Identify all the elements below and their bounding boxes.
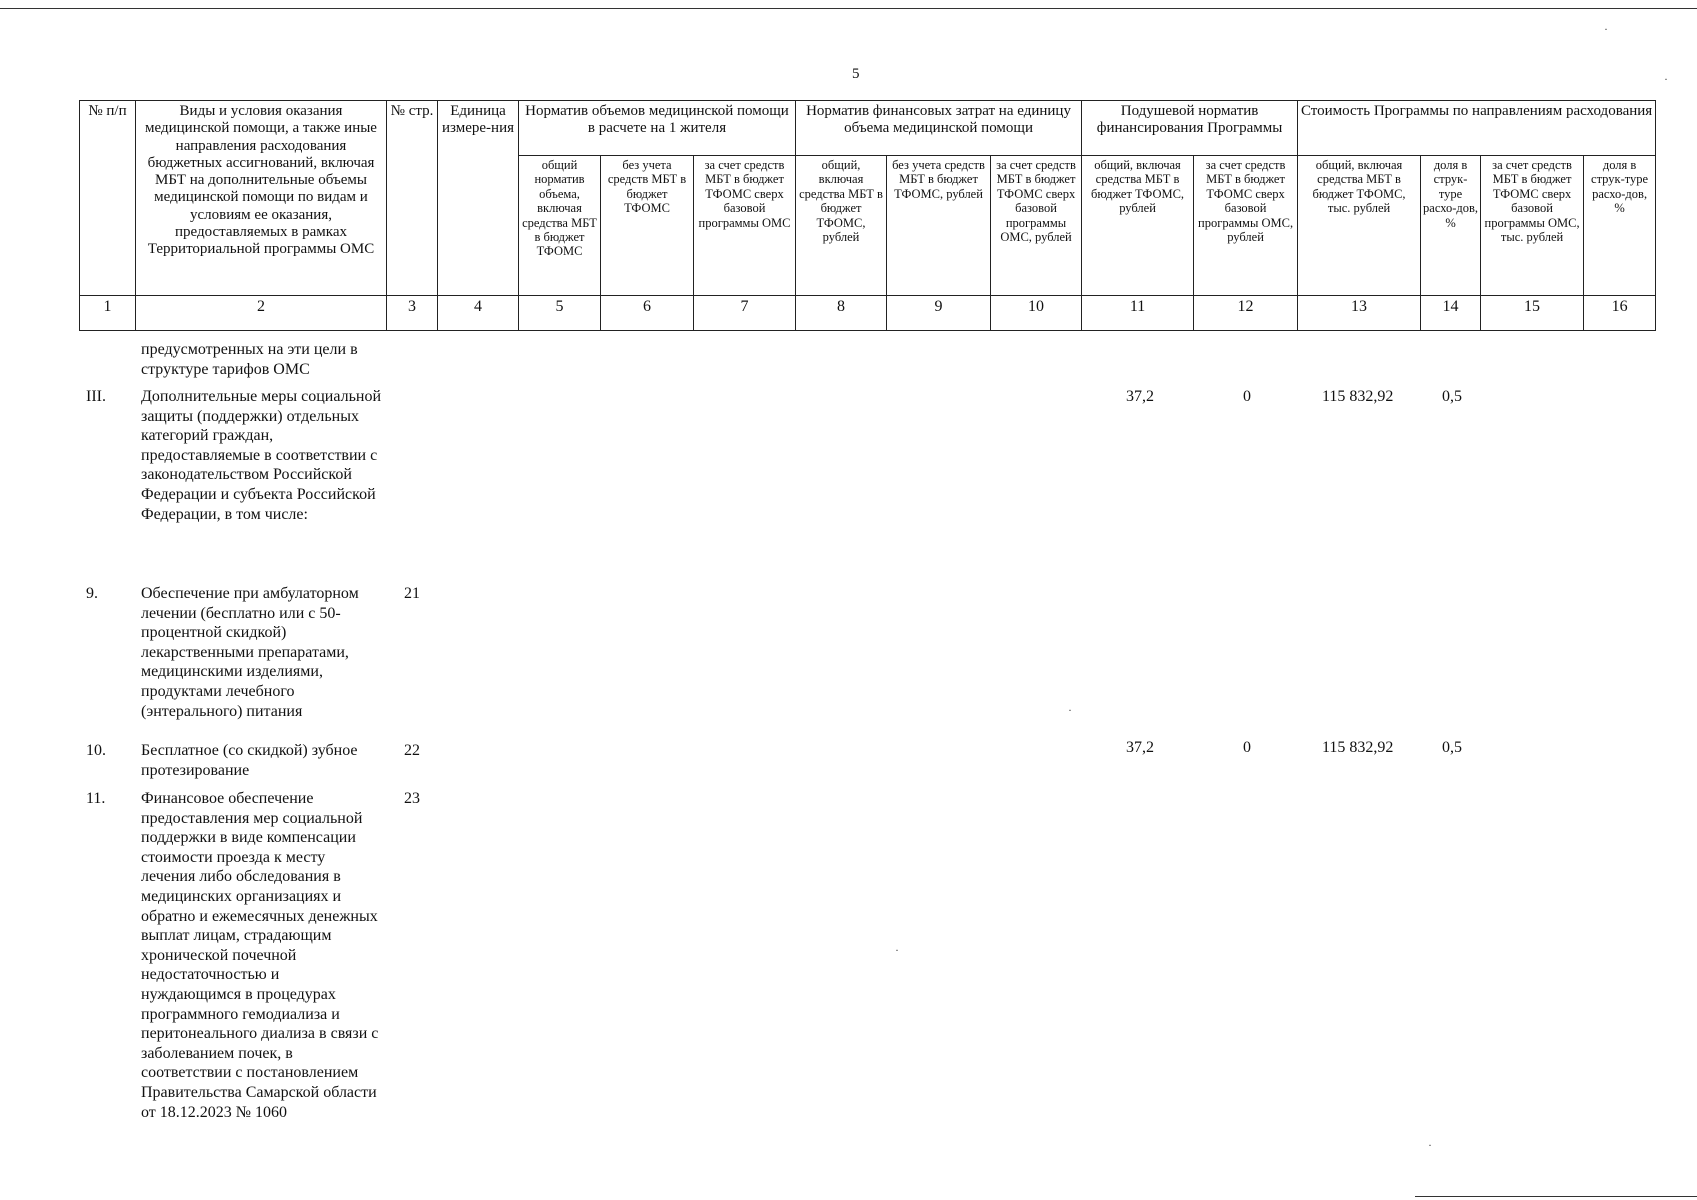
- subheader-7: за счет средств МБТ в бюджет ТФОМС сверх базовой программы ОМС: [694, 156, 796, 296]
- col-number: 3: [387, 296, 438, 331]
- col-number: 7: [694, 296, 796, 331]
- group-header-volume: Норматив объемов медицинской помощи в расчете на 1 жителя: [519, 101, 796, 156]
- col-number: 13: [1298, 296, 1421, 331]
- row-name: Обеспечение при амбулаторном лечении (бесплатно или с 50-процентной скидкой) лекарственными препаратами, медицинскими изделиями, продуктами лечебного (энтерального) питания: [141, 585, 359, 720]
- col-header-number: № п/п: [80, 101, 136, 296]
- col-number: 9: [887, 296, 991, 331]
- col-header-page: № стр.: [387, 101, 438, 296]
- subheader-8: общий, включая средства МБТ в бюджет ТФОМС, рублей: [796, 156, 887, 296]
- row-name: Финансовое обеспечение предоставления мер социальной поддержки в виде компенсации стоимости проезда к месту лечения либо обследования в медицинских организациях и обратно и ежемесячных денежных выплат лицам, страдающим хронической почечной недостаточностью и нуждающимся в процедурах программного гемодиализа и перитонеального диализа в связи с заболеванием почек, в соответствии с постановлением Правительства Самарской области от 18.12.2023 № 1060: [141, 790, 379, 1121]
- subheader-11: общий, включая средства МБТ в бюджет ТФОМС, рублей: [1082, 156, 1194, 296]
- subheader-13: общий, включая средства МБТ в бюджет ТФОМС, тыс. рублей: [1298, 156, 1421, 296]
- group-header-cost: Норматив финансовых затрат на единицу объема медицинской помощи: [796, 101, 1082, 156]
- row-number: III.: [86, 388, 106, 405]
- col-number: 2: [136, 296, 387, 331]
- col-number: 1: [80, 296, 136, 331]
- group-header-per-capita: Подушевой норматив финансирования Программы: [1082, 101, 1298, 156]
- subheader-6: без учета средств МБТ в бюджет ТФОМС: [601, 156, 694, 296]
- row-page: 22: [404, 742, 420, 759]
- scan-mark: ·: [1068, 703, 1072, 717]
- top-border-line: [0, 8, 1697, 9]
- row-page: 21: [404, 585, 420, 602]
- row-number: 11.: [86, 790, 106, 807]
- col-number: 15: [1481, 296, 1584, 331]
- subheader-12: за счет средств МБТ в бюджет ТФОМС сверх базовой программы ОМС, рублей: [1194, 156, 1298, 296]
- row-number: 9.: [86, 585, 98, 602]
- row-number: 10.: [86, 742, 106, 759]
- scan-mark: ·: [1428, 1138, 1432, 1152]
- row-share: 0,5: [1442, 388, 1462, 405]
- col-number: 12: [1194, 296, 1298, 331]
- row-name: Бесплатное (со скидкой) зубное протезирование: [141, 742, 358, 779]
- row-cost-total: 115 832,92: [1322, 739, 1394, 756]
- subheader-9: без учета средств МБТ в бюджет ТФОМС, рублей: [887, 156, 991, 296]
- scan-mark: ·: [1604, 22, 1608, 36]
- col-number: 8: [796, 296, 887, 331]
- bottom-border-line: [1415, 1196, 1697, 1197]
- col-number: 11: [1082, 296, 1194, 331]
- subheader-16: доля в струк-туре расхо-дов, %: [1584, 156, 1656, 296]
- subheader-5: общий норматив объема, включая средства МБТ в бюджет ТФОМС: [519, 156, 601, 296]
- page-number: 5: [852, 66, 860, 82]
- subheader-14: доля в струк-туре расхо-дов, %: [1421, 156, 1481, 296]
- row-share: 0,5: [1442, 739, 1462, 756]
- col-number: 10: [991, 296, 1082, 331]
- col-number: 16: [1584, 296, 1656, 331]
- col-number: 4: [438, 296, 519, 331]
- row-page: 23: [404, 790, 420, 807]
- col-header-unit: Единица измере-ния: [438, 101, 519, 296]
- col-header-kinds: Виды и условия оказания медицинской помощи, а также иные направления расходования бюджетных ассигнований, включая МБТ на дополнительные объемы медицинской помощи по видам и условиям ее оказания, предоставляемых в рамках Территориальной программы ОМС: [136, 101, 387, 296]
- subheader-15: за счет средств МБТ в бюджет ТФОМС сверх базовой программы ОМС, тыс. рублей: [1481, 156, 1584, 296]
- row-name: предусмотренных на эти цели в структуре тарифов ОМС: [141, 341, 358, 378]
- header-table: [79, 100, 1656, 331]
- scan-mark: ·: [1664, 72, 1668, 86]
- subheader-10: за счет средств МБТ в бюджет ТФОМС сверх базовой программы ОМС, рублей: [991, 156, 1082, 296]
- col-number: 14: [1421, 296, 1481, 331]
- col-number: 6: [601, 296, 694, 331]
- row-per-capita-mbt: 0: [1243, 388, 1251, 405]
- row-name: Дополнительные меры социальной защиты (поддержки) отдельных категорий граждан, предоставляемые в соответствии с законодательством Российской Федерации и субъекта Российской Федерации, в том числе:: [141, 388, 382, 523]
- col-number: 5: [519, 296, 601, 331]
- row-cost-total: 115 832,92: [1322, 388, 1394, 405]
- row-per-capita-total: 37,2: [1126, 388, 1154, 405]
- row-per-capita-mbt: 0: [1243, 739, 1251, 756]
- row-per-capita-total: 37,2: [1126, 739, 1154, 756]
- group-header-program-cost: Стоимость Программы по направлениям расходования: [1298, 101, 1656, 156]
- scan-mark: ·: [895, 943, 899, 957]
